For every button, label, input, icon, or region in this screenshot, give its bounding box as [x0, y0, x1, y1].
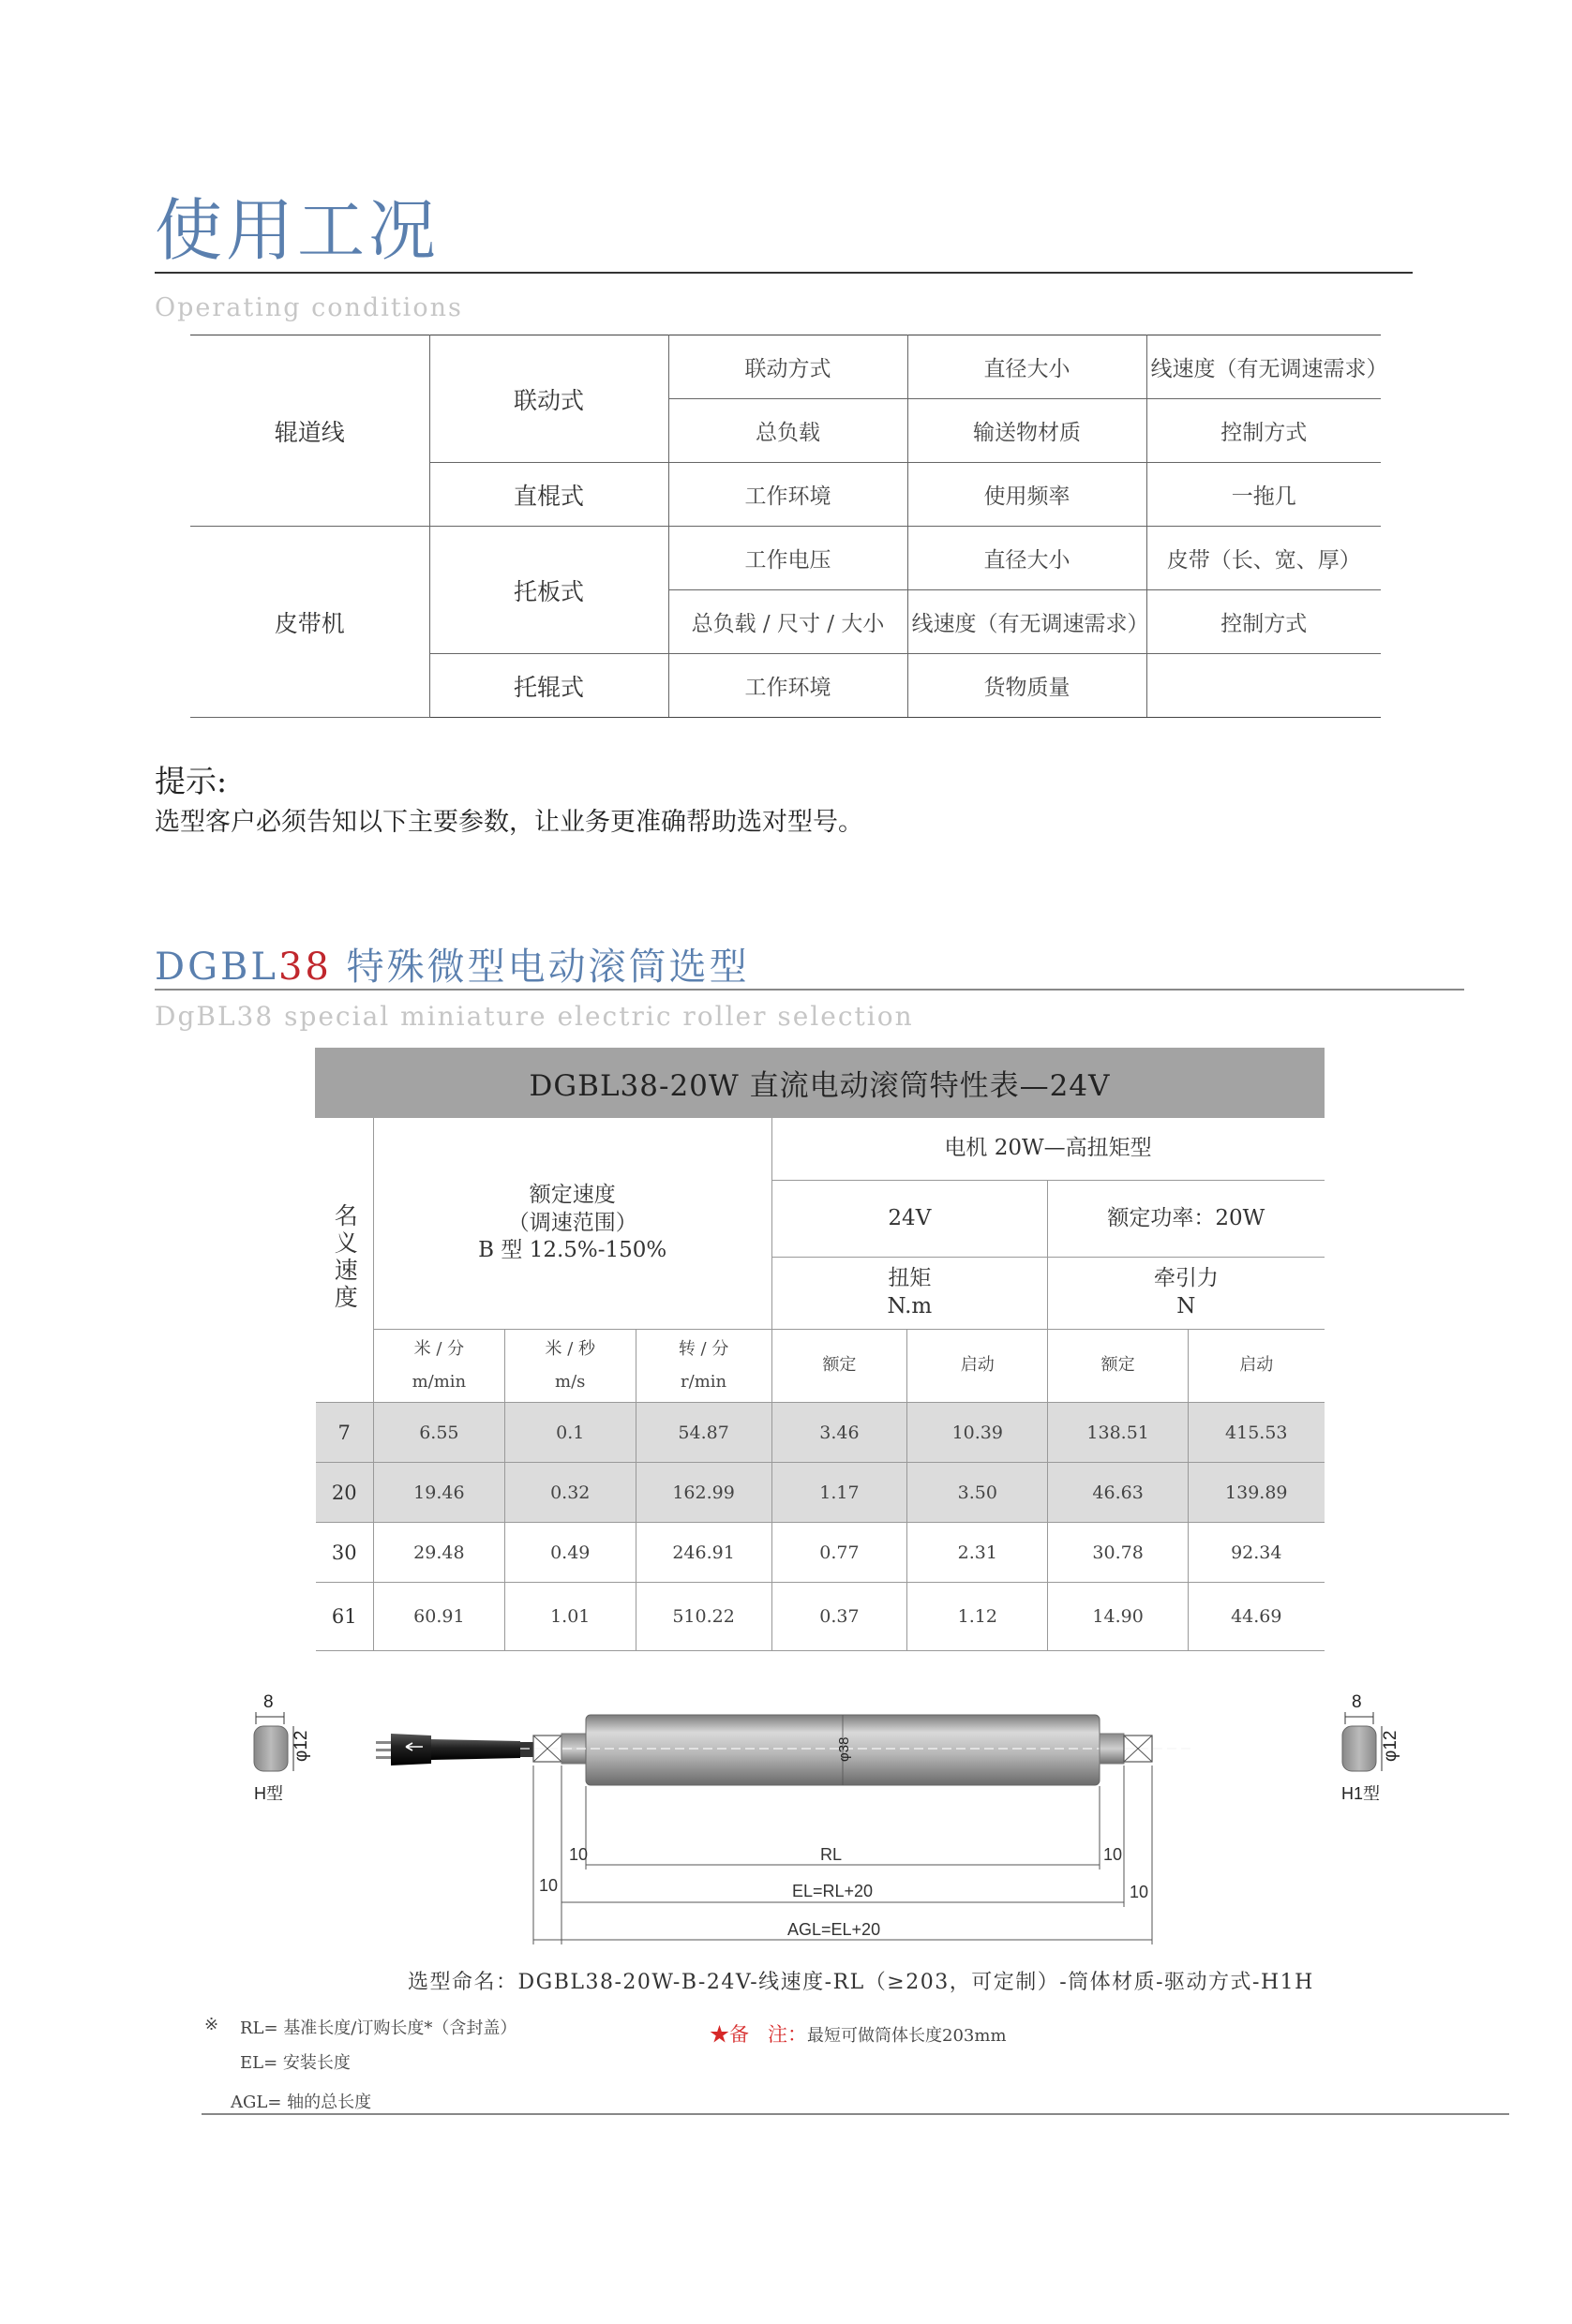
nominal-speed-label: 名义速度	[331, 1203, 359, 1312]
type-label: 托板式	[429, 527, 668, 654]
cell-speed: 7	[316, 1403, 374, 1463]
note-agl: AGL= 轴的总长度	[231, 2093, 372, 2112]
operating-conditions-table	[190, 335, 1388, 718]
table-cell: 使用频率	[907, 463, 1146, 527]
title-number: 38	[277, 946, 332, 989]
rated-power-cell: 额定功率：20W	[1048, 1181, 1325, 1258]
h1-type-shaft-end	[1341, 1692, 1400, 1803]
cell-ms: 1.01	[504, 1583, 636, 1651]
note-label: 注：	[768, 2023, 808, 2046]
model-naming: 选型命名：DGBL38-20W-B-24V-线速度-RL（≥203，可定制）-筒体材质-驱动方式-H1H	[408, 1971, 1314, 1994]
agl-label: AGL=EL+20	[787, 1920, 881, 1939]
cell-traction-rated: 30.78	[1048, 1523, 1189, 1583]
cell-torque-rated: 0.77	[771, 1523, 907, 1583]
table-cell: 一拖几	[1146, 463, 1381, 527]
title-prefix: DGBL	[155, 946, 278, 989]
cell-torque-rated: 0.37	[771, 1583, 907, 1651]
cell-mmin: 60.91	[373, 1583, 504, 1651]
cell-ms: 0.49	[504, 1523, 636, 1583]
table-row	[316, 1523, 1325, 1583]
dim-phi12-label: φ12	[1381, 1730, 1400, 1762]
dimension-lines	[533, 1765, 1152, 1944]
note-text: 最短可做筒体长度203mm	[807, 2026, 1007, 2046]
dim-phi38-label: φ38	[836, 1736, 852, 1762]
dim-10-label: 10	[1130, 1883, 1149, 1901]
cell-torque-start: 10.39	[907, 1403, 1048, 1463]
cell-traction-rated: 46.63	[1048, 1463, 1189, 1523]
unit-en: m/s	[555, 1371, 586, 1392]
characteristics-table	[315, 1048, 1325, 1651]
cell-speed: 61	[316, 1583, 374, 1651]
section-subtitle: Operating conditions	[155, 293, 463, 322]
motor-header: 电机 20W—高扭矩型	[771, 1118, 1324, 1181]
cell-traction-start: 139.89	[1189, 1463, 1325, 1523]
table-cell: 联动方式	[668, 335, 907, 399]
title-rest: 特殊微型电动滚筒选型	[331, 946, 750, 989]
dim-phi12-label: φ12	[292, 1730, 311, 1762]
col-torque-start: 启动	[907, 1330, 1048, 1403]
note-el: EL= 安装长度	[240, 2053, 351, 2073]
table-cell: 工作环境	[668, 463, 907, 527]
dim-8-label: 8	[263, 1692, 274, 1712]
table-title: DGBL38-20W 直流电动滚筒特性表—24V	[316, 1049, 1325, 1118]
table-row	[316, 1463, 1325, 1523]
col-m-per-s	[504, 1330, 636, 1403]
title-underline	[155, 989, 1464, 991]
table-row	[316, 1583, 1325, 1651]
group-label-belt-machine: 皮带机	[190, 527, 429, 718]
cell-ms: 0.1	[504, 1403, 636, 1463]
table-row	[316, 1403, 1325, 1463]
table-cell: 直径大小	[907, 335, 1146, 399]
table-cell: 总负载	[668, 399, 907, 463]
note-mark: ※	[204, 2015, 219, 2034]
col-r-per-min	[636, 1330, 771, 1403]
group-label-roller-line: 辊道线	[190, 335, 429, 527]
selection-title	[155, 937, 750, 991]
table-cell: 线速度（有无调速需求）	[907, 590, 1146, 654]
el-label: EL=RL+20	[792, 1882, 874, 1900]
type-label: 直棍式	[429, 463, 668, 527]
rated-speed-label: 额定速度	[529, 1182, 616, 1207]
tip-text: 选型客户必须告知以下主要参数，让业务更准确帮助选对型号。	[155, 808, 863, 837]
cell-torque-rated: 3.46	[771, 1403, 907, 1463]
tip-title: 提示:	[155, 763, 228, 799]
roller-dimension-diagram	[239, 1668, 1458, 1954]
unit-en: r/min	[681, 1371, 727, 1392]
unit-cn: 米 / 分	[413, 1339, 465, 1360]
table-cell: 直径大小	[907, 527, 1146, 590]
star-remark-label: ★备	[710, 2023, 749, 2046]
h-type-label: H型	[254, 1784, 283, 1803]
cell-speed: 30	[316, 1523, 374, 1583]
traction-header	[1048, 1258, 1325, 1330]
cell-traction-rated: 138.51	[1048, 1403, 1189, 1463]
rated-speed-header	[373, 1118, 771, 1330]
rl-label: RL	[820, 1845, 843, 1864]
b-type-label: B 型 12.5%-150%	[478, 1238, 667, 1263]
col-traction-rated: 额定	[1048, 1330, 1189, 1403]
cell-mmin: 19.46	[373, 1463, 504, 1523]
h-type-shaft-end	[254, 1692, 311, 1803]
cell-rmin: 510.22	[636, 1583, 771, 1651]
table-cell: 控制方式	[1146, 590, 1381, 654]
cell-ms: 0.32	[504, 1463, 636, 1523]
cell-mmin: 29.48	[373, 1523, 504, 1583]
table-cell: 总负载 / 尺寸 / 大小	[668, 590, 907, 654]
torque-unit: N.m	[887, 1294, 933, 1318]
cell-speed: 20	[316, 1463, 374, 1523]
cell-torque-start: 3.50	[907, 1463, 1048, 1523]
col-torque-rated: 额定	[771, 1330, 907, 1403]
traction-label: 牵引力	[1153, 1266, 1219, 1291]
voltage-cell: 24V	[771, 1181, 1048, 1258]
table-cell	[1146, 654, 1381, 718]
dim-10-label: 10	[569, 1845, 589, 1864]
cell-torque-start: 2.31	[907, 1523, 1048, 1583]
speed-range-label: （调速范围）	[507, 1210, 637, 1235]
table-cell: 皮带（长、宽、厚）	[1146, 527, 1381, 590]
torque-label: 扭矩	[888, 1266, 932, 1291]
dim-8-label: 8	[1352, 1692, 1362, 1712]
cell-torque-rated: 1.17	[771, 1463, 907, 1523]
table-cell: 线速度（有无调速需求）	[1146, 335, 1381, 399]
unit-cn: 米 / 秒	[545, 1339, 595, 1360]
table-cell: 输送物材质	[907, 399, 1146, 463]
table-cell: 货物质量	[907, 654, 1146, 718]
col-traction-start: 启动	[1189, 1330, 1325, 1403]
cell-traction-start: 415.53	[1189, 1403, 1325, 1463]
col-m-per-min	[373, 1330, 504, 1403]
note-rl: RL= 基准长度/订购长度*（含封盖）	[240, 2019, 517, 2038]
note-remark	[710, 2019, 1007, 2048]
type-label: 托辊式	[429, 654, 668, 718]
unit-cn: 转 / 分	[678, 1339, 729, 1360]
cell-traction-start: 44.69	[1189, 1583, 1325, 1651]
title-underline	[155, 272, 1413, 274]
section-title: 使用工况	[155, 191, 441, 270]
cable-connector	[376, 1734, 533, 1765]
table-cell: 控制方式	[1146, 399, 1381, 463]
cell-mmin: 6.55	[373, 1403, 504, 1463]
table-cell: 工作电压	[668, 527, 907, 590]
footer-rule	[202, 2113, 1509, 2115]
cell-rmin: 246.91	[636, 1523, 771, 1583]
type-label: 联动式	[429, 335, 668, 463]
cell-traction-start: 92.34	[1189, 1523, 1325, 1583]
torque-header	[771, 1258, 1048, 1330]
h-shaft-profile	[254, 1726, 288, 1771]
cell-traction-rated: 14.90	[1048, 1583, 1189, 1651]
table-cell: 工作环境	[668, 654, 907, 718]
dim-10-label: 10	[1103, 1845, 1123, 1864]
dim-10-label: 10	[539, 1876, 559, 1895]
unit-en: m/min	[412, 1371, 467, 1392]
cell-torque-start: 1.12	[907, 1583, 1048, 1651]
nominal-speed-header	[316, 1118, 374, 1403]
h1-type-label: H1型	[1341, 1784, 1381, 1803]
traction-unit: N	[1176, 1294, 1196, 1318]
cell-rmin: 162.99	[636, 1463, 771, 1523]
cell-rmin: 54.87	[636, 1403, 771, 1463]
selection-subtitle: DgBL38 special miniature electric roller selection	[155, 1001, 914, 1032]
h1-shaft-profile	[1342, 1726, 1376, 1771]
